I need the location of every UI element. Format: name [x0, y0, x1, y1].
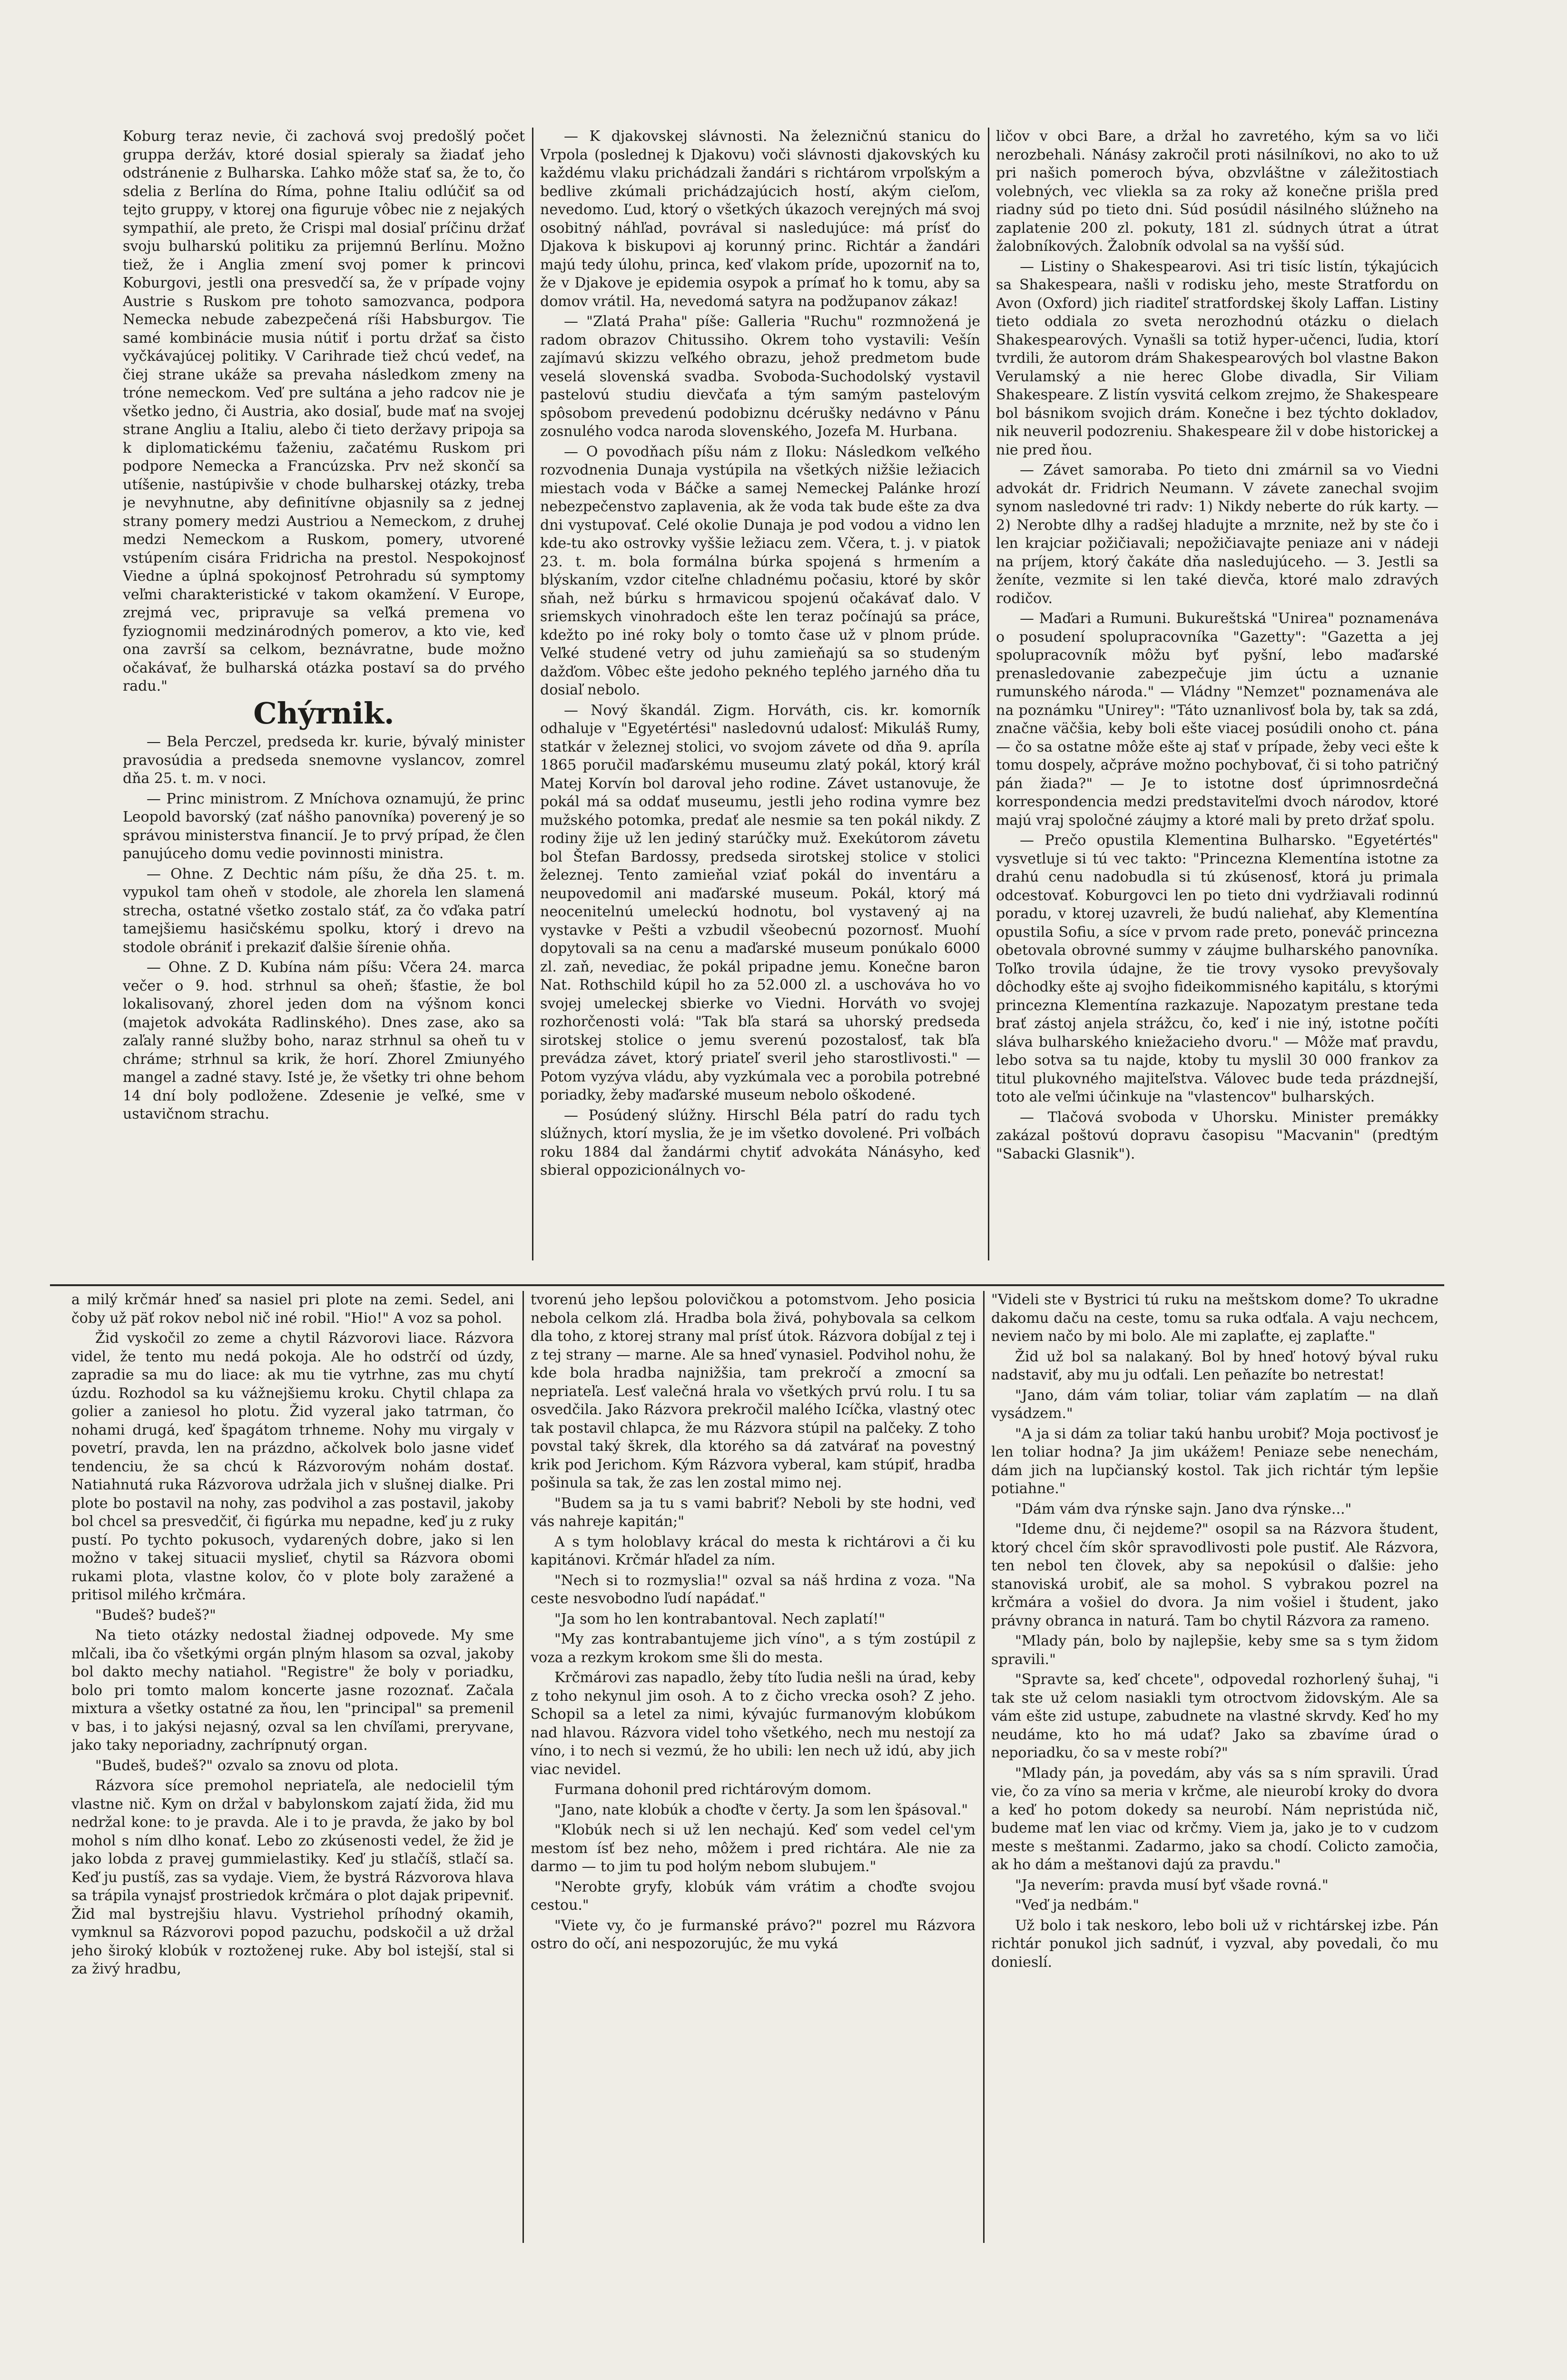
story-paragraph: "Jano, nate klobúk a choďte v čerty. Ja som len špásoval." [554, 1801, 968, 1818]
column-divider [532, 128, 533, 1260]
news-item: — K djakovskej slávnosti. Na železničnú stanicu do Vrpola (poslednej k Djakovu) voči slávnosti djakovských ku každému vlaku prichádzali žandári s richtárom vrpoľským a bedlive zkúmali prichádzajúcich hostí, akým cieľom, nevedomo. Ľud, ktorý o všetkých úkazoch verejných má svoj osobitný náhľad, povrával si nasledujúce: má prísť do Djakova k biskupovi aj korunný princ. Richtár a žandári majú tedy úlohu, princa, keď vlakom príde, upozorniť na to, že v Djakove je epidemia osypok a prímať ho k tomu, aby sa domov vrátil. Ha, nevedomá satyra na podžupanov zákaz! [540, 128, 980, 310]
bottom-column-3 [991, 1291, 1439, 2243]
column-divider [522, 1291, 524, 2243]
article-paragraph: Koburg teraz nevie, či zachová svoj predošlý počet gruppa deržáv, ktoré dosial spieraly sa žiadať jeho odstránenie z Bulharska. Ľahko môže stať sa, že to, čo sdelia z Berlína do Ríma, pohne Italiu odlúčiť sa od tejto gruppy, v ktorej ona figuruje vôbec nie z nejakých sympathií, ale preto, že Crispi mal dosiaľ príčinu držať svoju bulharskú politiku za prijemnú Berlínu. Možno tiež, že i Anglia zmení svoj pomer k princovi Koburgovi, jestli ona presvedčí sa, že v prípade vojny Austrie s Ruskom pre tohoto samozvanca, podpora Nemecka nebude zabezpečená ríši Habsburgov. Tie samé kombinácie musia nútiť i portu držať sa čisto vyčkávajúcej politiky. V Carihrade tiež chcú vedeť, na čiej strane ukáže sa prevaha následkom zmeny na tróne nemeckom. Veď pre sultána a jeho radcov nie je všetko jedno, či Austria, ako dosiaľ, bude mať na svojej strane Angliu a Italiu, alebo či tieto deržavy pripoja sa k diplomatickému ťaženiu, začatému Ruskom pri podpore Nemecka a Francúzska. Prv než skončí sa utíšenie, nastúpivšie v chode bulharskej otázky, treba je nevyhnutne, aby definitívne objasnily sa z jednej strany pomery medzi Austriou a Nemeckom, z druhej medzi Nemeckom a Ruskom, pomery, utvorené vstúpením cisára Fridricha na prestol. Nespokojnosť Viedne a úplná spokojnosť Petrohradu sú symptomy veľmi charakteristické v takom okamžení. V Europe, zrejmá vec, pripravuje sa veľká premena vo fyziognomii medzinárodných pomerov, a kto vie, keď ona završí sa celkom, beznávratne, bude možno očakávať, že bulharská otázka postaví sa do prvého radu." [123, 128, 525, 694]
story-paragraph: Žid vyskočil zo zeme a chytil Rázvorovi liace. Rázvora videl, že tento mu nedá pokoja. Ale ho odstrčí od úzdy, zapradie sa mu do liace: ak mu tie vytrhne, zas mu chytí úzdu. Rozhodol sa ku vážnejšiemu kroku. Chytil chlapa za golier a zaniesol ho plotu. Žid vyzeral jako tatrman, čo nohami drugá, keď špagátom trhneme. Nohy mu virgaly v povetrí, pravda, len na prázdno, ačkolvek bolo jasne videť tendenciu, že sa chcú k Rázvorovým nohám dostať. Natiahnutá ruka Rázvorova udržala jich v slušnej dialke. Pri plote bo postavil na nohy, zas podvihol a zas postavil, jakoby bol chcel sa presvedčiť, či figúrka mu nepadne, keď ju z ruky pustí. Po tychto pokusoch, vydarených dobre, jako si len možno v takej situacii myslieť, chytil sa Rázvora obomi rukami plota, vlastne kolov, čo v plote boly zaražené a pritisol milého krčmára. [71, 1330, 514, 1603]
story-paragraph: tvorenú jeho lepšou polovičkou a potomstvom. Jeho posicia nebola celkom zlá. Hradba bola živá, pohybovala sa celkom dla toho, z ktorej strany mal prísť útok. Rázvora dobíjal z tej i z tej strany — marne. Ale sa hneď vynasiel. Podvihol nohu, že kde bola hradba najnižšia, tam prekročí a zmocní sa nepriateľa. Lesť valečná hrala vo všetkých prvú rolu. I tu sa osvedčila. Jako Rázvora prekročil malého Icíčka, vlastný otec tak postavil chlapca, že mu Rázvora stúpil na palčeky. Z toho povstal taký škrek, dla ktorého sa dá zatvárať na povestný krik pod Jerichom. Kým Rázvora vyberal, kam stúpiť, hradba pošinula sa tak, že zas len zostal mimo nej. [531, 1291, 976, 1491]
story-paragraph: A s tym holoblavy krácal do mesta k richtárovi a či ku kapitánovi. Krčmár hľadel za ním. [531, 1533, 976, 1568]
section-heading-chyrnik: Chýrnik. [253, 695, 394, 731]
story-paragraph: "My zas kontrabantujeme jich víno", a s tým zostúpil z voza a rezkym krokom sme šli do mesta. [531, 1631, 976, 1666]
news-item: — Maďari a Rumuni. Bukureštská "Unirea" poznamenáva o posudení spolupracovníka "Gazetty": "Gazetta a jej spolupracovník môžu byť pyšní, lebo maďarské prenasledovanie zabezpečuje jim úctu a uznanie rumunského národa." — Vládny "Nemzet" poznamenáva ale na poznámku "Unirey": "Táto uznanlivosť bola by, tak sa zdá, značne väčšia, keby boli ešte viacej posúdili onoho ct. pána — čo sa ostatne môže ešte aj stať v prípade, žeby veci ešte k tomu dospely, ačpráve možno pochybovať, či si toho patričný pán žiada?" — Je to istotne dosť úprimnosrdečná korrespondencia medzi predstaviteľmi dvoch národov, ktoré majú vraj spoločné záujmy a ktoré mali by preto držať spolu. [996, 610, 1439, 829]
top-column-1 [123, 128, 525, 1260]
news-item: — Nový škandál. Zigm. Horváth, cis. kr. komorník odhaluje v "Egyetértési" nasledovnú udalosť: Mikuláš Rumy, statkár v železnej stolici, vo svojom závete od dňa 9. apríla 1865 poručil maďarskému museumu zlatý pokál, ktorý kráľ Matej Korvín bol daroval jeho rodine. Závet ustanovuje, že pokál má sa oddať museumu, jestli jeho rodina vymre bez mužského potomka, predať ale nesmie sa ten pokál nikdy. Z rodiny žije už len jediný starúčky muž. Exekútorom závetu bol Štefan Bardossy, predseda sirotskej stolice v stolici železnej. Tento zamieňal vziať pokál do inventáru a neupovedomil ani maďarské museum. Pokál, ktorý má neocenitelnú umeleckú hodnotu, bol vystavený aj na vystavke v Pešti a vzbudil všeobecnú pozornosť. Muohí dopytovali sa na cenu a maďarské museum ponúkalo 6000 zl. zaň, nevediac, že pokál pripadne jemu. Konečne baron Nat. Rothschild kúpil ho za 52.000 zl. a uschováva ho vo svojej umeleckej sbierke vo Viedni. Horváth vo svojej rozhorčenosti volá: "Tak bľa stará sa uhorský predseda sirotskej stolice o jemu sverenú pozostalosť, tak bľa prevádza závet, ktorý priateľ sveril jeho starostlivosti." — Potom vyzýva vládu, aby vyzkúmala vec a porobila potrebné poriadky, žeby maďarské museum nebolo oškodené. [540, 702, 980, 1103]
bottom-column-2 [531, 1291, 976, 2243]
column-divider [988, 128, 989, 1260]
story-paragraph: "Budeš? budeš?" [95, 1606, 216, 1624]
story-paragraph: "Ideme dnu, či nejdeme?" osopil sa na Rázvora študent, ktorý chcel čím skôr spravodlivosti pole pustiť. Ale Rázvora, ten nebol ten človek, aby sa nepokúsil o ďalšie: jeho stanoviská urobiť, ale sa mohol. S vybrakou pozrel na krčmára a vošiel do dvora. Ja nim vošiel i študent, jako právny obranca in naturá. Tam bo chytil Rázvora za rameno. [991, 1521, 1439, 1629]
news-item: — Listiny o Shakespearovi. Asi tri tisíc listín, týkajúcich sa Shakespeara, našli v rodisku jeho, meste Stratfordu on Avon (Oxford) jich riaditeľ stratfordskej školy Laffan. Listiny tieto oddiala zo sveta nerozhodnú otázku o dielach Shakespearových. Vynašli sa totiž hyper-učenci, ľudia, ktorí tvrdili, že autorom drám Shakespearových bol vlastne Bakon Verulamský a nie herec Globe divadla, Sir Viliam Shakespeare. Z listín vysvitá celkom zrejmo, že Shakespeare bol básnikom svojich drám. Konečne i bez týchto dokladov, nik neuveril podozreniu. Shakespeare žil v dobe historickej a nie pred ňou. [996, 258, 1439, 458]
news-item: — Ohne. Z Dechtic nám píšu, že dňa 25. t. m. vypukol tam oheň v stodole, ale zhorela len slamená strecha, ostatné všetko zostalo stáť, za čo vďaka patrí tamejšiemu hasičskému spolku, ktorý i drevo na stodole obrániť i prekaziť ďalšie šírenie ohňa. [123, 865, 525, 956]
story-paragraph: "Klobúk nech si už len nechajú. Keď som vedel cel'ym mestom ísť bez neho, môžem i pred richtára. Ale nie za darmo — to jim tu pod holým nebom slubujem." [531, 1822, 976, 1875]
story-paragraph: Žid už bol sa nalakaný. Bol by hneď hotový býval ruku nadstaviť, aby mu ju odťali. Len peňazíte bo netrestat! [991, 1348, 1439, 1383]
news-item: — Posúdený slúžny. Hirschl Béla patrí do radu tych slúžnych, ktorí myslia, že je im všetko dovolené. Pri voľbách roku 1884 dal žandármi chytiť advokáta Nánásyho, keď sbieral oppozicionálnych vo- [540, 1107, 980, 1179]
story-paragraph: "Veď ja nedbám." [1015, 1897, 1140, 1914]
news-item: — O povodňach píšu nám z Iloku: Následkom veľkého rozvodnenia Dunaja vystúpila na všetkých nižšie ležiacich miestach voda v Báčke a samej Nemeckej Palánke hrozí nebezpečenstvo zaplavenia, ak že voda tak bude ešte za dva dni vystupovať. Celé okolie Dunaja je pod vodou a vidno len kde-tu ako ostrovky vyššie ležiacu zem. Včera, t. j. v piatok 23. t. m. bola formálna búrka spojená s hrmením a blýskaním, vzdor citeľne chladnému počasiu, ktoré by skôr sňah, než búrku s hrmavicou spojenú očakávať dalo. V sriemskych vinohradoch ešte len teraz počínajú sa práce, kdežto po iné roky boly o tomto čase už v plnom prúde. Veľké studené vetry od juhu zamieňajú sa so studeným dažďom. Vôbec ešte jedoho pekného teplého jarného dňa tu dosiaľ nebolo. [540, 443, 980, 698]
top-column-2 [540, 128, 980, 1260]
story-paragraph: "A ja si dám za toliar takú hanbu urobiť? Moja poctivosť je len toliar hodna? Ja jim ukážem! Peniaze sebe nenechám, dám jich na lupčianský kostol. Tak jich richtár tým lepšie potiahne." [991, 1425, 1439, 1497]
story-paragraph: Rázvora síce premohol nepriateľa, ale nedocielil tým vlastne nič. Kym on držal v babylonskom zajatí žida, žid mu nedržal kone: to je pravda. Ale i to je pravda, že jako by bol mohol s ním dlho konať. Lebo zo zkúsenosti vedel, že žid je jako lobda z pravej gummielastiky. Keď ju stlačíš, stlačí sa. Keď ju pustíš, zas sa vydaje. Viem, že bystrá Rázvorova hlava sa trápila vynajsť prostriedok krčmára o plot dajak pripevniť. Žid mal bystrejšiu hlavu. Vystriehol príhodný okamih, vymknul sa Rázvorovi popod pazuchu, podskočil a už držal jeho široký klobúk v roztoženej ruke. Aby bol istejší, stal si za živý hradbu, [71, 1777, 514, 1977]
feuilleton-divider [50, 1284, 1444, 1286]
story-paragraph: "Nerobte gryfy, klobúk vám vrátim a choďte svojou cestou." [531, 1878, 976, 1914]
story-paragraph: Na tieto otázky nedostal žiadnej odpovede. My sme mlčali, iba čo všetkými orgán plným hlasom sa ozval, jakoby bol dakto mechy natiahol. "Registre" že boly v poriadku, bolo pri tomto malom koncerte jasne rozoznať. Začala mixtura a všetky ostatné za ňou, len "principal" sa premenil v bas, i to jakýsi nejasný, ozval sa len chvíľami, preryvane, jako taky neporiadny, zachrípnutý organ. [71, 1627, 514, 1754]
story-paragraph: "Ja neverím: pravda musí byť všade rovná." [1015, 1876, 1329, 1894]
news-item: — "Zlatá Praha" píše: Galleria "Ruchu" rozmnožená je radom obrazov Chitussiho. Okrem toho vystavili: Vešín zajímavú skizzu veľkého obrazu, jehož predmetom bude veselá slovenská svadba. Svoboda-Suchodolský vystavil pastelovú studiu dievčaťa a tým samým pastelovým spôsobom prevedenú podobiznu dcérušky nedávno v Pánu zosnulého vodca naroda slovenského, Jozefa M. Hurbana. [540, 313, 980, 440]
column-divider [983, 1291, 985, 2243]
story-paragraph: "Dám vám dva rýnske sajn. Jano dva rýnske..." [1015, 1500, 1352, 1517]
story-paragraph: "Spravte sa, keď chcete", odpovedal rozhorlený šuhaj, "i tak ste už celom nasiakli tym otroctvom židovským. Ale sa vám ešte zid ustupe, zabudnete na vlastné skrvdy. Keď ho my neudáme, kto ho má udať? Jako sa zbavíme úrad o neporiadku, čo sa v meste robí?" [991, 1671, 1439, 1761]
news-item: — Ohne. Z D. Kubína nám píšu: Včera 24. marca večer o 9. hod. strhnul sa oheň; šťastie, že bol lokalisovaný, zhorel jeden dom na výšnom konci (majetok advokáta Radlinského). Dnes zase, ako sa zaľaly ranné služby boho, naraz strhnul sa oheň tu v chráme; strhnul sa krik, že horí. Zhorel Zmiunyého mangel a zadné stavy. Isté je, že všetky tri ohne behom 14 dní boly podložene. Zdesenie je veľké, sme v ustavičnom strachu. [123, 959, 525, 1122]
story-paragraph: Furmana dohonil pred richtárovým domom. [554, 1781, 872, 1798]
news-item: — Tlačová svoboda v Uhorsku. Minister premákky zakázal poštovú dopravu časopisu "Macvanin" (predtým "Sabacki Glasnik"). [996, 1109, 1439, 1162]
news-item: ličov v obci Bare, a držal ho zavretého, kým sa vo liči nerozbehali. Nánásy zakročil proti násilníkovi, no ako to už pri našich pomeroch býva, obzvláštne v záležitostiach volebných, vec vliekla sa za roky až konečne prišla pred riadny súd po tieto dni. Súd posúdil násilného slúžneho na zaplatenie 200 zl. pokuty, 181 zl. súdnych útrat a útrat žalobníkových. Žalobník odvolal sa na vyšší súd. [996, 128, 1439, 255]
story-paragraph: "Mlady pán, bolo by najlepšie, keby sme sa s tym židom spravili." [991, 1633, 1439, 1668]
story-paragraph: "Ja som ho len kontrabantoval. Nech zaplatí!" [554, 1610, 886, 1627]
news-item: — Bela Perczel, predseda kr. kurie, bývalý minister pravosúdia a predseda snemovne vyslancov, zomrel dňa 25. t. m. v noci. [123, 734, 525, 787]
story-paragraph: Krčmárovi zas napadlo, žeby títo ľudia nešli na úrad, keby z toho nekynul jim osoh. A to z čicho vrecka osoh? Z jeho. Schopil sa a letel za nimi, kývajúc furmanovým klobúkom nad hlavou. Rázvora videl toho všetkého, nech mu nestojí za víno, i to nech si vezmú, že ho ubili: len nech už idú, aby jich viac nevidel. [531, 1669, 976, 1778]
top-column-3 [996, 128, 1439, 1260]
story-paragraph: a milý krčmár hneď sa nasiel pri plote na zemi. Sedel, ani čoby už päť rokov nebol nič iné robil. "Hio!" A voz sa pohol. [71, 1291, 514, 1327]
story-paragraph: "Budeš, budeš?" ozvalo sa znovu od plota. [95, 1757, 399, 1774]
bottom-column-1 [71, 1291, 514, 2243]
story-paragraph: Už bolo i tak neskoro, lebo boli už v richtárskej izbe. Pán richtár ponukol jich sadnúť, i vyzval, aby povedali, čo mu donieslí. [991, 1917, 1439, 1971]
news-item: — Závet samoraba. Po tieto dni zmárnil sa vo Viedni advokát dr. Fridrich Neumann. V závete zanechal svojim synom nasledovné tri radv: 1) Nikdy neberte do rúk karty. — 2) Nerobte dlhy a radšej hladujte a mrznite, než by ste čo i len krajciar požičiavali; nepožičiavajte peniaze ani v nádeji na príjem, ktorý čakáte dňa nasledujúceho. — 3. Jestli sa ženíte, vezmite si len také dievča, ktoré malo zdravých rodičov. [996, 462, 1439, 607]
story-paragraph: "Viete vy, čo je furmanské právo?" pozrel mu Rázvora ostro do očí, ani nespozorujúc, že mu vyká [531, 1917, 976, 1952]
story-paragraph: "Mlady pán, ja povedám, aby vás sa s ním spravili. Úrad vie, čo za víno sa meria v krčme, ale nieurobí kroky do dvora a keď ho potom dokedy sa neurobí. Nám nepristúda nič, budeme mať len viac od krčmy. Viem ja, jako je to v cudzom meste s meštanmi. Zadarmo, jako sa chodí. Colicto zamočia, ak ho dám a meštanovi dajú za pravdu." [991, 1765, 1439, 1873]
news-item: — Prečo opustila Klementina Bulharsko. "Egyetértés" vysvetluje si tú vec takto: "Princezna Klementína istotne za drahú cenu nadobudla si tú zkúsenosť, ktorá ju primala odcestovať. Koburgovci len po tieto dni vydržiavali rodinnú poradu, v ktorej uzavreli, že budú naliehať, aby Klementína opustila Sofiu, a síce v prvom rade preto, poneváč princezna obetovala obrovné summy v záujme bulharského panovníka. Toľko trovila údajne, že tie trovy vysoko prevyšovaly dôchodky ešte aj svojho fideikommisného kapitálu, s ktorými princezna Klementína razkazuje. Napozatym prestane teda brať zástoj anjela strážcu, čo, keď i nie iný, istotne počíti sláva bulharského kniežacieho dvoru." — Môže mať pravdu, lebo sotva sa tu najde, ktoby tu myslil 30 000 frankov za titul plukovného majiteľstva. Válovec bude teda prázdnejší, toto ale veľmi účinkuje na "vlastencov" bulharských. [996, 832, 1439, 1105]
story-paragraph: "Jano, dám vám toliar, toliar vám zaplatím — na dlaň vysádzem." [991, 1387, 1439, 1422]
news-item: — Princ ministrom. Z Mníchova oznamujú, že princ Leopold bavorský (zať nášho panovníka) poverený je so správou ministerstva financií. Je to prvý prípad, že člen panujúceho domu vedie povinnosti ministra. [123, 790, 525, 862]
story-paragraph: "Videli ste v Bystrici tú ruku na meštskom dome? To ukradne dakomu daču na ceste, tomu sa ruka odťala. A vaju nechcem, neviem načo by mi bolo. Ale mi zaplaťte, ej zaplaťte." [991, 1291, 1439, 1345]
story-paragraph: "Nech si to rozmyslia!" ozval sa náš hrdina z voza. "Na ceste nesvobodno ľudí napádať." [531, 1572, 976, 1607]
story-paragraph: "Budem sa ja tu s vami babriť? Neboli by ste hodni, veď vás nahreje kapitán;" [531, 1495, 976, 1530]
